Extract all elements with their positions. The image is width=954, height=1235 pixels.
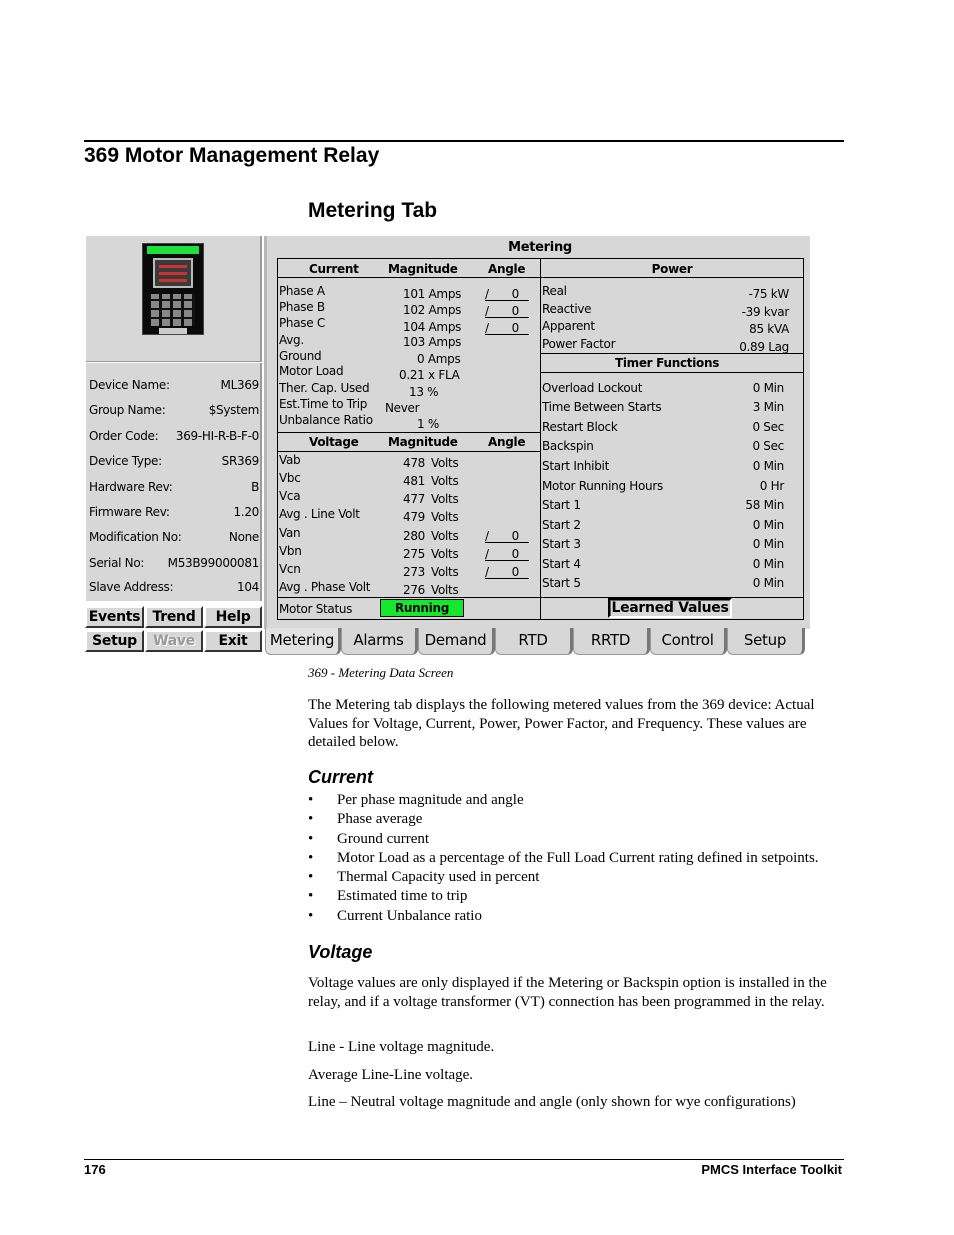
tab-demand[interactable]: Demand bbox=[418, 628, 495, 655]
metering-panel bbox=[264, 236, 810, 629]
voltage-angle: / 0 bbox=[485, 565, 529, 579]
help-button[interactable]: Help bbox=[204, 606, 262, 628]
timer-value: 0 Min bbox=[752, 576, 784, 590]
current-magnitude-header: Magnitude bbox=[388, 262, 458, 276]
device-info-row: Firmware Rev: 1.20 bbox=[89, 505, 259, 519]
voltage-unit: Volts bbox=[431, 492, 459, 506]
voltage-angle: / 0 bbox=[485, 529, 529, 543]
timer-label: Restart Block bbox=[542, 420, 618, 434]
subsection-title: Metering Tab bbox=[308, 199, 438, 222]
timer-value: 0 Min bbox=[752, 518, 784, 532]
voltage-angle: / 0 bbox=[485, 547, 529, 561]
tab-alarms[interactable]: Alarms bbox=[341, 628, 418, 655]
list-item: • Per phase magnitude and angle bbox=[308, 791, 848, 810]
current-value: 1 % bbox=[417, 417, 439, 431]
metering-panel-title: Metering bbox=[508, 240, 572, 255]
setup-button[interactable]: Setup bbox=[85, 630, 144, 652]
device-info-row: Device Name: ML369 bbox=[89, 378, 259, 392]
voltage-label: Avg . Line Volt bbox=[279, 507, 360, 521]
current-bullet-list bbox=[308, 791, 848, 926]
voltage-label: Van bbox=[279, 526, 301, 540]
voltage-value: 273 bbox=[403, 565, 426, 579]
timer-value: 0 Min bbox=[752, 381, 784, 395]
exit-button[interactable]: Exit bbox=[204, 630, 262, 652]
voltage-magnitude-header: Magnitude bbox=[388, 435, 458, 449]
current-value: 104 Amps bbox=[403, 320, 462, 334]
voltage-unit: Volts bbox=[431, 510, 459, 524]
current-label: Est.Time to Trip bbox=[279, 397, 368, 411]
current-angle: / 0 bbox=[485, 321, 529, 335]
timer-label: Start 3 bbox=[542, 537, 581, 551]
timer-value: 0 Min bbox=[752, 557, 784, 571]
current-angle-header: Angle bbox=[488, 262, 526, 276]
power-value: -75 kW bbox=[748, 287, 789, 301]
device-info-row: Order Code: 369-HI-R-B-F-0 bbox=[89, 429, 259, 443]
current-value: 0.21 x FLA bbox=[399, 368, 460, 382]
voltage-angle-header: Angle bbox=[488, 435, 526, 449]
voltage-label: Vcn bbox=[279, 562, 301, 576]
voltage-value: 276 bbox=[403, 583, 426, 597]
current-label: Phase B bbox=[279, 300, 325, 314]
tab-rrtd[interactable]: RRTD bbox=[573, 628, 650, 655]
figure-caption: 369 - Metering Data Screen bbox=[308, 665, 454, 680]
events-button[interactable]: Events bbox=[85, 606, 144, 628]
current-header: Current bbox=[309, 262, 359, 276]
voltage-unit: Volts bbox=[431, 529, 459, 543]
current-label: Avg. bbox=[279, 333, 304, 347]
timer-value: 0 Hr bbox=[759, 479, 784, 493]
voltage-unit: Volts bbox=[431, 565, 459, 579]
timer-value: 0 Sec bbox=[752, 420, 784, 434]
list-item: • Phase average bbox=[308, 810, 848, 829]
timer-header: Timer Functions bbox=[614, 356, 720, 370]
current-value: 101 Amps bbox=[403, 287, 462, 301]
current-value: 102 Amps bbox=[403, 303, 462, 317]
current-label: Ground bbox=[279, 349, 322, 363]
device-info-row: Group Name: $System bbox=[89, 403, 259, 417]
relay-device-icon bbox=[142, 243, 204, 335]
list-item: • Motor Load as a percentage of the Full Load Current rating defined in setpoints. bbox=[308, 849, 848, 868]
tab-rtd[interactable]: RTD bbox=[495, 628, 573, 655]
header-rule bbox=[84, 140, 844, 142]
timer-label: Start 2 bbox=[542, 518, 581, 532]
section-title: 369 Motor Management Relay bbox=[84, 144, 380, 167]
power-label: Apparent bbox=[542, 319, 595, 333]
device-info-row: Hardware Rev: B bbox=[89, 480, 259, 494]
voltage-unit: Volts bbox=[431, 456, 459, 470]
list-item: • Ground current bbox=[308, 830, 848, 849]
wave-button: Wave bbox=[145, 630, 203, 652]
device-image-area bbox=[86, 236, 262, 362]
metering-screenshot bbox=[84, 235, 812, 657]
power-value: 85 kVA bbox=[749, 322, 789, 336]
motor-status-badge: Running bbox=[380, 599, 464, 617]
timer-value: 0 Sec bbox=[752, 439, 784, 453]
tab-control[interactable]: Control bbox=[650, 628, 727, 655]
intro-paragraph: The Metering tab displays the following metered values from the 369 device: Actual Values for Voltage, Current, Power, Power Factor, and Frequency. These values are detailed below. bbox=[308, 697, 815, 750]
voltage-value: 280 bbox=[403, 529, 426, 543]
current-heading: Current bbox=[308, 767, 374, 787]
power-label: Real bbox=[542, 284, 567, 298]
power-value: 0.89 Lag bbox=[739, 340, 789, 354]
timer-value: 3 Min bbox=[752, 400, 784, 414]
power-header: Power bbox=[651, 262, 693, 276]
timer-label: Start 5 bbox=[542, 576, 581, 590]
device-info-row: Modification No: None bbox=[89, 530, 259, 544]
voltage-value: 478 bbox=[403, 456, 426, 470]
power-label: Reactive bbox=[542, 302, 592, 316]
motor-status-label: Motor Status bbox=[279, 602, 353, 616]
current-value: 0 Amps bbox=[417, 352, 461, 366]
timer-value: 0 Min bbox=[752, 459, 784, 473]
voltage-paragraph: Line – Neutral voltage magnitude and angle (only shown for wye configurations) bbox=[308, 1094, 796, 1110]
device-info-row: Device Type: SR369 bbox=[89, 454, 259, 468]
timer-label: Time Between Starts bbox=[542, 400, 662, 414]
device-info-row: Serial No: M53B99000081 bbox=[89, 556, 259, 570]
tab-setup[interactable]: Setup bbox=[727, 628, 805, 655]
device-info-row: Slave Address: 104 bbox=[89, 580, 259, 594]
voltage-value: 275 bbox=[403, 547, 426, 561]
tab-metering[interactable]: Metering bbox=[265, 628, 341, 655]
page-number: 176 bbox=[84, 1162, 106, 1177]
voltage-unit: Volts bbox=[431, 547, 459, 561]
timer-label: Start 1 bbox=[542, 498, 581, 512]
voltage-label: Vbn bbox=[279, 544, 302, 558]
current-label: Phase C bbox=[279, 316, 325, 330]
voltage-value: 481 bbox=[403, 474, 426, 488]
current-value: Never bbox=[385, 401, 420, 415]
voltage-paragraph: Average Line-Line voltage. bbox=[308, 1067, 474, 1083]
timer-label: Start 4 bbox=[542, 557, 581, 571]
device-info-panel bbox=[86, 363, 262, 601]
timer-label: Backspin bbox=[542, 439, 594, 453]
current-value: 13 % bbox=[409, 385, 439, 399]
timer-value: 58 Min bbox=[745, 498, 784, 512]
footer-rule bbox=[84, 1159, 844, 1160]
current-label: Ther. Cap. Used bbox=[279, 381, 370, 395]
voltage-paragraph: Line - Line voltage magnitude. bbox=[308, 1039, 495, 1055]
voltage-label: Vca bbox=[279, 489, 301, 503]
list-item: • Thermal Capacity used in percent bbox=[308, 868, 848, 887]
power-label: Power Factor bbox=[542, 337, 616, 351]
current-angle: / 0 bbox=[485, 304, 529, 318]
voltage-heading: Voltage bbox=[308, 942, 373, 962]
timer-label: Motor Running Hours bbox=[542, 479, 663, 493]
voltage-value: 477 bbox=[403, 492, 426, 506]
timer-value: 0 Min bbox=[752, 537, 784, 551]
current-label: Motor Load bbox=[279, 364, 344, 378]
current-label: Phase A bbox=[279, 284, 325, 298]
voltage-label: Vbc bbox=[279, 471, 301, 485]
voltage-unit: Volts bbox=[431, 474, 459, 488]
current-value: 103 Amps bbox=[403, 335, 462, 349]
timer-label: Overload Lockout bbox=[542, 381, 643, 395]
learned-values-button[interactable]: Learned Values bbox=[608, 598, 732, 618]
timer-label: Start Inhibit bbox=[542, 459, 609, 473]
voltage-unit: Volts bbox=[431, 583, 459, 597]
voltage-value: 479 bbox=[403, 510, 426, 524]
voltage-label: Avg . Phase Volt bbox=[279, 580, 371, 594]
voltage-label: Vab bbox=[279, 453, 301, 467]
voltage-header: Voltage bbox=[309, 435, 359, 449]
power-value: -39 kvar bbox=[741, 305, 789, 319]
current-angle: / 0 bbox=[485, 287, 529, 301]
current-label: Unbalance Ratio bbox=[279, 413, 373, 427]
trend-button[interactable]: Trend bbox=[145, 606, 203, 628]
voltage-paragraph: Voltage values are only displayed if the Metering or Backspin option is installed in the relay, and if a voltage transformer (VT) connection has been programmed in the relay. bbox=[308, 975, 827, 1010]
footer-title: PMCS Interface Toolkit bbox=[701, 1162, 842, 1177]
list-item: • Estimated time to trip bbox=[308, 887, 848, 906]
list-item: • Current Unbalance ratio bbox=[308, 907, 848, 926]
